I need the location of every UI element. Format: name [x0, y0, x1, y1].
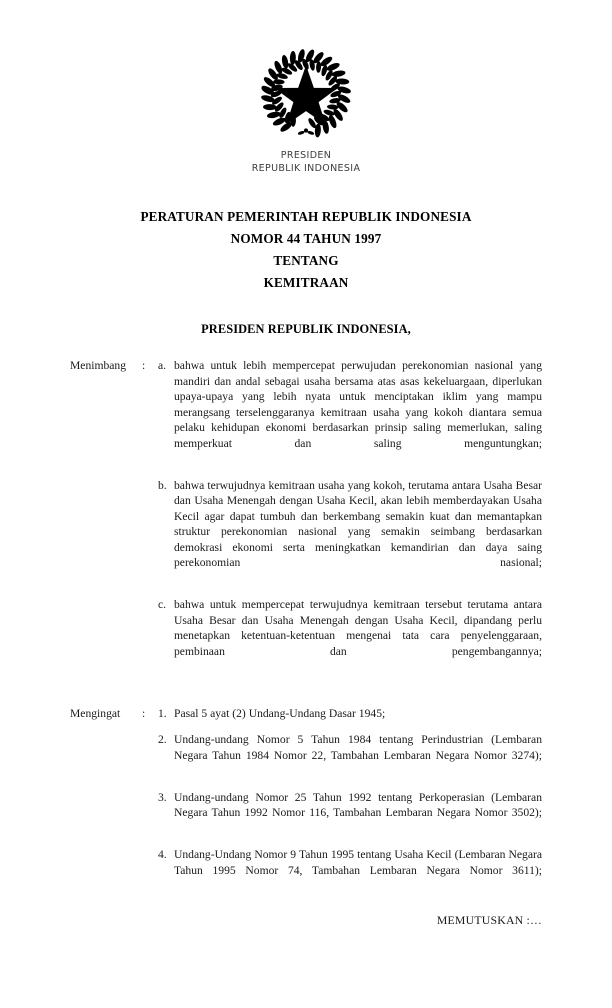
list-item	[158, 597, 542, 675]
document-title-block	[0, 206, 612, 294]
item-text: Undang-undang Nomor 25 Tahun 1992 tentang Perkoperasian (Lembaran Negara Tahun 1992 Nomor 116, Tambahan Lembaran Negara Nomor 3502);	[174, 790, 542, 819]
list-item	[158, 358, 542, 467]
clause-sections	[70, 358, 542, 894]
issuing-authority: PRESIDEN REPUBLIK INDONESIA,	[201, 322, 411, 336]
section-label-menimbang: Menimbang	[70, 359, 127, 372]
item-marker: 1.	[158, 706, 167, 720]
item-text: bahwa terwujudnya kemitraan usaha yang kokoh, terutama antara Usaha Besar dan Usaha Menengah dengan Usaha Kecil, akan lebih memberdayakan Usaha Kecil agar dapat tumbuh dan berkembang semakin kuat dan memantapkan struktur perekonomian nasional yang semakin seimbang berdasarkan demokrasi ekonomi serta meningkatkan kemandirian dan daya saing perekonomian nasional;	[174, 478, 542, 569]
garuda-star-wreath-emblem	[258, 46, 354, 142]
list-item	[158, 847, 542, 894]
section-items-menimbang	[158, 358, 542, 675]
section-colon-menimbang: :	[142, 359, 146, 372]
section-menimbang	[70, 358, 542, 675]
list-item	[158, 706, 542, 722]
item-marker: 3.	[158, 790, 167, 804]
section-mengingat	[70, 706, 542, 894]
item-text: Pasal 5 ayat (2) Undang-Undang Dasar 1945;	[174, 706, 386, 720]
item-text: bahwa untuk lebih mempercepat perwujudan perekonomian nasional yang mandiri dan andal sebagai usaha bersama atas asas kekeluargaan, diperlukan upaya-upaya yang lebih nyata untuk menciptakan iklim yang mampu merangsang terselenggaranya kemitraan usaha yang kokoh diantara semua pelaku kehidupan ekonomi berdasarkan prinsip saling memerlukan, saling memperkuat dan saling menguntungkan;	[174, 359, 542, 450]
list-item	[158, 790, 542, 837]
title-line-subject: KEMITRAAN	[263, 275, 349, 290]
section-items-mengingat	[158, 706, 542, 894]
emblem-caption	[0, 150, 612, 175]
item-text: bahwa untuk mempercepat terwujudnya kemitraan tersebut terutama antara Usaha Besar dan Usaha Menengah dengan Usaha Kecil, dipandang perlu menetapkan ketentuan-ketentuan mengenai tata cara penyelenggaraan, pembinaan dan pengembangannya;	[174, 598, 542, 658]
title-line-regulation: PERATURAN PEMERINTAH REPUBLIK INDONESIA	[140, 209, 472, 224]
title-line-number: NOMOR 44 TAHUN 1997	[230, 231, 382, 246]
memutuskan-footer: MEMUTUSKAN :…	[436, 913, 542, 927]
emblem-caption-line2: REPUBLIK INDONESIA	[251, 162, 361, 174]
item-text: Undang-undang Nomor 5 Tahun 1984 tentang Perindustrian (Lembaran Negara Tahun 1984 Nomor 22, Tambahan Lembaran Negara Nomor 3274);	[174, 733, 542, 762]
section-colon-mengingat: :	[142, 706, 146, 720]
item-marker: c.	[158, 598, 167, 611]
item-marker: 4.	[158, 848, 167, 861]
item-marker: 2.	[158, 733, 167, 746]
list-item	[158, 732, 542, 779]
list-item	[158, 478, 542, 587]
emblem-block	[0, 46, 612, 175]
item-marker: a.	[158, 359, 167, 372]
item-text: Undang-Undang Nomor 9 Tahun 1995 tentang Usaha Kecil (Lembaran Negara Tahun 1995 Nomor 74, Tambahan Lembaran Negara Nomor 3611);	[174, 848, 542, 877]
item-marker: b.	[158, 478, 167, 492]
section-label-mengingat: Mengingat	[70, 706, 121, 720]
emblem-caption-line1: PRESIDEN	[280, 150, 332, 161]
title-line-about: TENTANG	[273, 253, 339, 268]
